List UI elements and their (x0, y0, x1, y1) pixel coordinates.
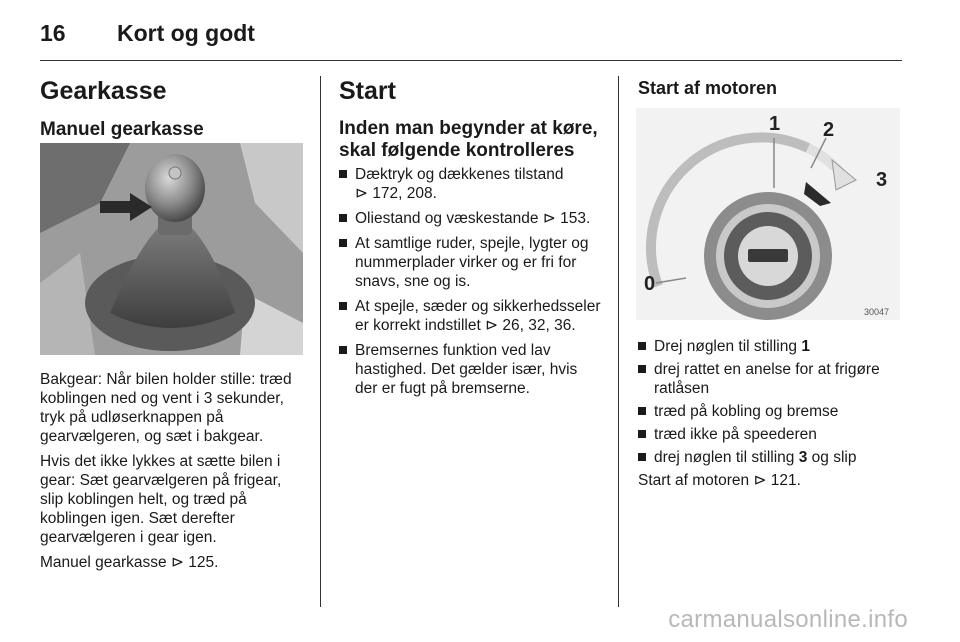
list-item: Dæktryk og dækkenes tilstand ⊳ 172, 208. (339, 165, 603, 203)
column-divider-2 (618, 76, 619, 607)
page-header (40, 20, 255, 47)
list-item: At samtlige ruder, spejle, lygter og nummerplader virker og er fri for snavs, sne og is. (339, 234, 603, 291)
figure-code: 30047 (864, 307, 890, 317)
dial-label-3: 3 (876, 169, 888, 191)
check-list (339, 165, 603, 398)
start-steps-list (638, 337, 903, 467)
right-body (638, 337, 903, 490)
chapter-title: Kort og godt (117, 20, 255, 46)
dial-label-0: 0 (644, 273, 656, 295)
page-ref-icon: ⊳ (355, 185, 368, 202)
reference-start-af-motoren: Start af motoren ⊳ 121. (638, 472, 801, 489)
list-item: At spejle, sæder og sikkerhedsseler er korrekt indstillet ⊳ 26, 32, 36. (339, 297, 603, 335)
list-item: Bremsernes funktion ved lav hastighed. Det gælder især, hvis der er fugt på bremserne. (339, 341, 603, 398)
list-item: Drej nøglen til stilling 1 (638, 337, 903, 356)
paragraph-hvis: Hvis det ikke lykkes at sætte bilen i gear: Sæt gearvælgeren på frigear, slip koblingen helt, og træd på koblingen igen. Sæt derefter gearvælgeren i gear igen. (40, 453, 282, 546)
section-title-start: Start (339, 77, 396, 105)
dial-label-2: 2 (823, 119, 835, 141)
page-ref-icon: ⊳ (542, 210, 556, 227)
right-column (638, 78, 903, 99)
page-number: 16 (40, 20, 66, 46)
page-ref-icon: ⊳ (485, 317, 499, 334)
list-item: drej rattet en anelse for at frigøre ratlåsen (638, 360, 903, 398)
page-ref-icon: ⊳ (170, 554, 184, 571)
page-ref-icon: ⊳ (753, 472, 767, 489)
list-item: drej nøglen til stilling 3 og slip (638, 448, 903, 467)
header-rule (40, 60, 902, 61)
middle-column (339, 77, 603, 398)
left-body (40, 370, 305, 572)
reference-manuel-gearkasse: Manuel gearkasse ⊳ 125. (40, 554, 219, 571)
list-item: træd ikke på speederen (638, 425, 903, 444)
section-title-start-af-motoren: Start af motoren (638, 78, 778, 98)
ignition-dial-figure (636, 108, 900, 320)
list-item: træd på kobling og bremse (638, 402, 903, 421)
left-column (40, 77, 305, 141)
watermark: carmanualsonline.info (668, 606, 908, 633)
paragraph-bakgear: Bakgear: Når bilen holder stille: træd koblingen ned og vent i 3 sekunder, tryk på udløserknappen på gearvælgeren, og sæt i bakgear. (40, 371, 292, 445)
list-item: Oliestand og væskestande ⊳ 153. (339, 209, 603, 228)
dial-label-1: 1 (769, 113, 781, 135)
gear-shifter-photo (40, 143, 303, 355)
subtitle-manuel-gearkasse: Manuel gearkasse (40, 119, 204, 140)
column-divider-1 (320, 76, 321, 607)
subtitle-inden: Inden man begynder at køre, skal følgende kontrolleres (339, 118, 598, 161)
section-title-gearkasse: Gearkasse (40, 77, 167, 105)
